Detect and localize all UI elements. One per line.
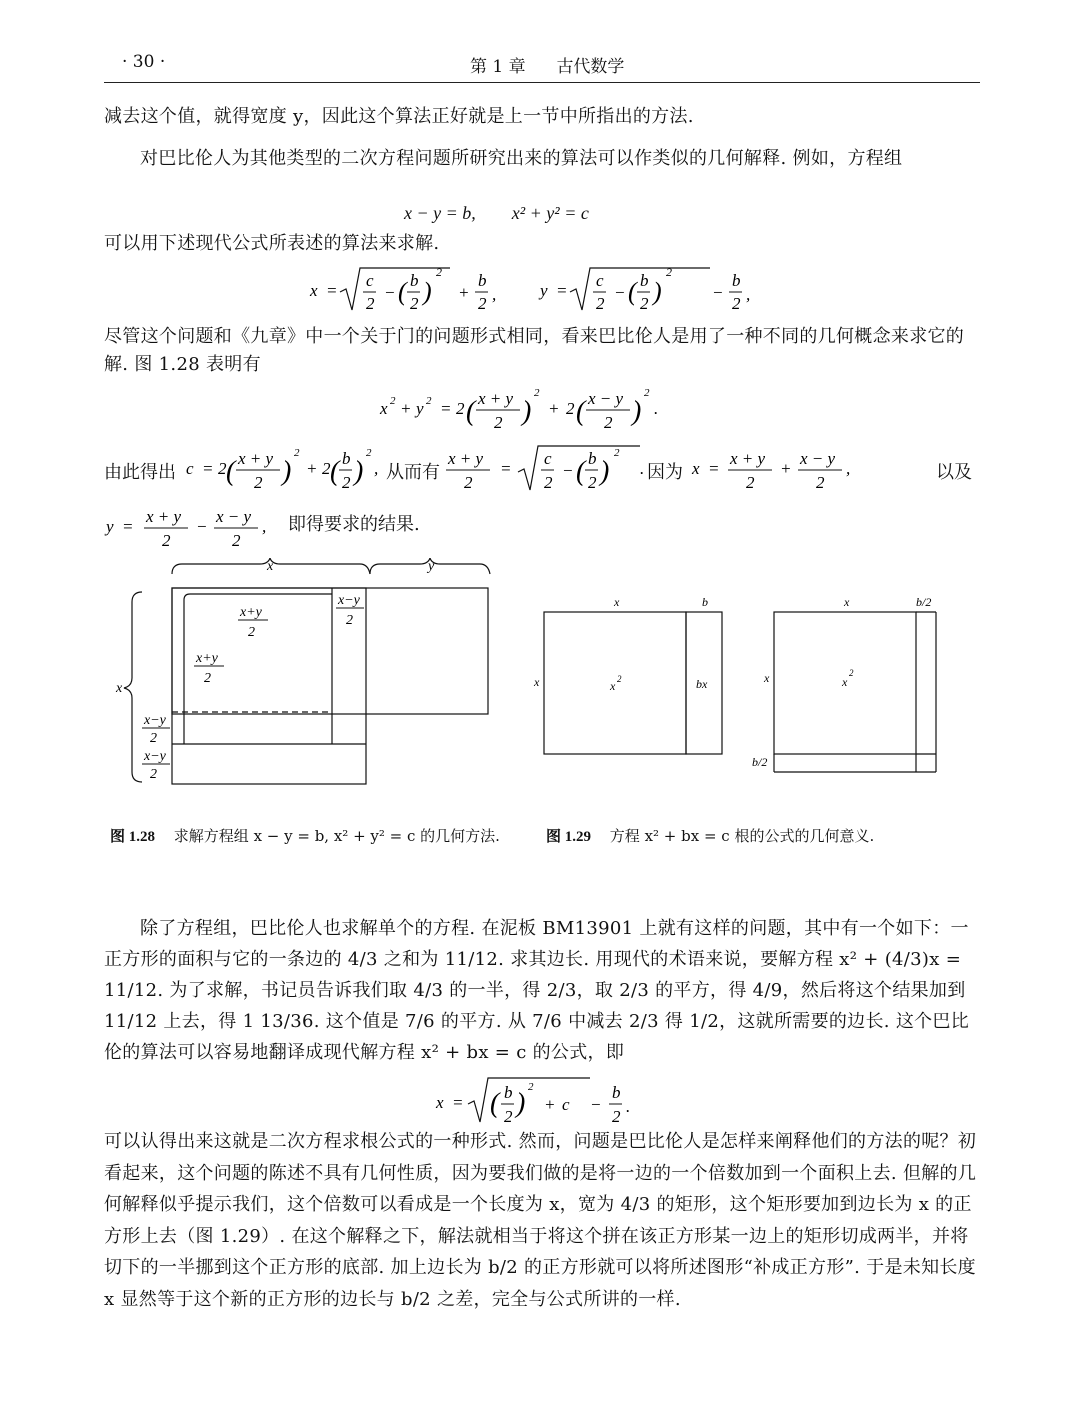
svg-text:x + y: x + y [478, 389, 514, 408]
svg-text:+: + [548, 399, 560, 418]
svg-text:): ) [282, 456, 292, 487]
svg-text:+: + [458, 283, 470, 302]
svg-text:(: ( [576, 456, 586, 487]
svg-text:x − y: x − y [800, 449, 836, 468]
svg-text:c: c [366, 271, 374, 290]
svg-text:x + y: x + y [448, 449, 484, 468]
fig129-label-b2-side: b/2 [752, 755, 768, 769]
figure-1-28 [110, 558, 510, 798]
svg-text:−: − [562, 461, 574, 480]
svg-text:+: + [306, 459, 318, 478]
svg-text:2: 2 [456, 399, 465, 418]
fig129-label-x-top-1: x [614, 595, 620, 609]
svg-text:): ) [516, 1088, 526, 1119]
derivation-text-a: 由此得出 [104, 462, 176, 483]
identity-formula [370, 382, 730, 434]
svg-text:,: , [492, 285, 497, 304]
fig129-label-x-top-2: x [844, 595, 850, 609]
svg-text:2: 2 [232, 531, 241, 550]
fig128-label-x: x [267, 559, 274, 574]
svg-text:.: . [654, 399, 659, 418]
svg-text:2: 2 [604, 413, 613, 432]
svg-text:+: + [400, 399, 412, 418]
svg-text:2: 2 [612, 1107, 621, 1126]
svg-text:(: ( [226, 456, 236, 487]
paragraph-1: 减去这个值，就得宽度 y，因此这个算法正好就是上一节中所指出的方法. [104, 106, 694, 127]
derivation-text-c: 因为 [647, 462, 683, 483]
svg-text:2: 2 [732, 294, 741, 313]
chapter-title: 古代数学 [556, 57, 625, 77]
svg-text:(: ( [466, 396, 476, 427]
equation-system: x − y = b, x² + y² = c [404, 203, 589, 223]
svg-text:b: b [612, 1083, 621, 1102]
svg-text:b: b [342, 449, 351, 468]
svg-text:=: = [708, 459, 720, 478]
fig128-label-two-4: 2 [150, 731, 157, 746]
svg-text:c: c [562, 1095, 570, 1114]
svg-text:2: 2 [588, 473, 597, 492]
svg-text:(: ( [398, 277, 407, 306]
svg-text:−: − [196, 517, 208, 536]
svg-text:2: 2 [342, 473, 351, 492]
derivation-text-d: 以及 [936, 462, 972, 483]
svg-text:2: 2 [390, 395, 396, 407]
svg-text:x − y: x − y [588, 389, 624, 408]
svg-text:): ) [632, 396, 642, 427]
root-formulas [300, 262, 800, 320]
svg-text:x + y: x + y [146, 507, 182, 526]
svg-text:−: − [590, 1095, 602, 1114]
fig129-label-x-side-2: x [764, 671, 770, 685]
svg-text:+: + [780, 459, 792, 478]
svg-text:): ) [354, 456, 364, 487]
svg-text:2: 2 [644, 387, 650, 399]
fig128-label-xmy-1: x−y [144, 713, 166, 728]
svg-text:,: , [374, 459, 379, 478]
figure-1-29 [530, 590, 950, 780]
chapter-number: 第 1 章 [470, 57, 526, 77]
fig129-label-sq-2: 2 [849, 668, 854, 678]
svg-text:2: 2 [816, 473, 825, 492]
svg-text:2: 2 [294, 447, 300, 459]
svg-text:=: = [556, 281, 568, 300]
fig128-label-xmy-2: x−y [144, 749, 166, 764]
svg-text:c: c [544, 449, 552, 468]
svg-text:y: y [540, 281, 548, 300]
paragraph-4: 尽管这个问题和《九章》中一个关于门的问题形式相同，看来巴比伦人是用了一种不同的几何概念来求它的解. 图 1.28 表明有 [104, 326, 965, 375]
fig128-label-two-1: 2 [248, 625, 255, 640]
svg-text:b: b [504, 1083, 513, 1102]
svg-text:b: b [732, 271, 741, 290]
figure-1-29-caption [546, 822, 986, 851]
fig128-label-two-5: 2 [150, 767, 157, 782]
derivation-math-3 [688, 442, 948, 496]
svg-text:x: x [310, 281, 318, 300]
fig129-label-sq-1: 2 [617, 674, 622, 684]
svg-text:=: = [326, 281, 338, 300]
fig128-label-side-x: x [116, 681, 123, 696]
svg-text:2: 2 [322, 459, 331, 478]
svg-text:x + y: x + y [730, 449, 766, 468]
fig129-label-bx: bx [696, 677, 708, 691]
svg-text:−: − [712, 283, 724, 302]
paragraph-6: 即得要求的结果. [288, 514, 420, 535]
fig129-label-b2-top: b/2 [916, 595, 932, 609]
svg-text:c: c [186, 459, 194, 478]
svg-text:+: + [544, 1095, 556, 1114]
svg-text:2: 2 [504, 1107, 513, 1126]
svg-text:b: b [478, 271, 487, 290]
svg-text:2: 2 [478, 294, 487, 313]
svg-text:2: 2 [640, 294, 649, 313]
fig128-label-two-2: 2 [204, 671, 211, 686]
svg-text:,: , [746, 285, 751, 304]
svg-text:2: 2 [464, 473, 473, 492]
svg-text:): ) [600, 456, 610, 487]
svg-text:2: 2 [544, 473, 553, 492]
svg-text:2: 2 [666, 265, 672, 279]
svg-text:): ) [522, 396, 532, 427]
fig128-label: 图 1.28 [110, 829, 156, 845]
svg-text:2: 2 [614, 447, 620, 459]
svg-text:2: 2 [366, 447, 372, 459]
paragraph-3: 可以用下述现代公式所表述的算法来求解. [104, 233, 440, 254]
fig129-label-xsq-2: x [842, 675, 848, 689]
svg-text:2: 2 [566, 399, 575, 418]
svg-text:.: . [626, 1097, 631, 1116]
page-number: · 30 · [122, 52, 166, 72]
fig129-label: 图 1.29 [546, 829, 592, 845]
svg-text:=: = [202, 459, 214, 478]
svg-text:b: b [588, 449, 597, 468]
fig129-caption-text: 方程 x² + bx = c 根的公式的几何意义. [609, 827, 875, 845]
figure-1-28-caption [110, 822, 510, 851]
derivation-math-4 [104, 500, 304, 552]
svg-text:b: b [640, 271, 649, 290]
paragraph-2: 对巴比伦人为其他类型的二次方程问题所研究出来的算法可以作类似的几何解释. 例如，方程组 [140, 148, 903, 169]
svg-text:(: ( [330, 456, 340, 487]
svg-text:=: = [452, 1093, 464, 1112]
svg-text:2: 2 [534, 387, 540, 399]
svg-text:): ) [653, 277, 662, 306]
svg-text:2: 2 [218, 459, 227, 478]
paragraph-8: 可以认得出来这就是二次方程求根公式的一种形式. 然而，问题是巴比伦人是怎样来阐释他们的方法的呢？初看起来，这个问题的陈述不具有几何性质，因为要我们做的是将一边的一个倍数加到一个面积上去. 但解的几何解释似乎提示我们，这个倍数可以看成是一个长度为 x，宽为 4/3 的矩形，这个矩形要加到边长为 x 的正方形上去（图 1.29）. 在这个解释之下，解法就相当于将这个拼在该正方形某一边上的矩形切成两半，并将切下的一半挪到这个正方形的底部. 加上边长为 b/2 的正方形就可以将所述图形“补成正方形”. 于是未知长度 x 显然等于这个新的正方形的边长与 b/2 之差，完全与公式所讲的一样. [104, 1131, 977, 1310]
fig129-label-xsq-1: x [610, 679, 616, 693]
svg-text:2: 2 [162, 531, 171, 550]
svg-text:2: 2 [426, 395, 432, 407]
svg-text:x: x [692, 459, 700, 478]
chapter-heading [470, 52, 624, 77]
fig128-label-two-3: 2 [346, 613, 353, 628]
svg-text:(: ( [628, 277, 637, 306]
svg-text:=: = [500, 459, 512, 478]
fig128-label-xpy-left: x+y [196, 651, 218, 666]
svg-text:2: 2 [436, 265, 442, 279]
svg-text:2: 2 [410, 294, 419, 313]
fig128-label-xpy-top: x+y [240, 605, 262, 620]
svg-text:,: , [846, 459, 851, 478]
svg-text:.: . [640, 459, 645, 478]
fig129-label-b: b [702, 595, 708, 609]
svg-text:(: ( [576, 396, 586, 427]
svg-text:c: c [596, 271, 604, 290]
svg-text:,: , [262, 517, 267, 536]
svg-text:2: 2 [494, 413, 503, 432]
quadratic-formula [430, 1072, 660, 1128]
fig128-label-xmy-top: x−y [338, 593, 360, 608]
header-rule [104, 82, 980, 83]
svg-text:−: − [384, 283, 396, 302]
svg-text:(: ( [490, 1088, 500, 1119]
svg-text:−: − [614, 283, 626, 302]
paragraph-7: 除了方程组，巴比伦人也求解单个的方程. 在泥板 BM13901 上就有这样的问题，其中有一个如下：一正方形的面积与它的一条边的 4/3 之和为 11/12. 求其边长. 用现代的术语来说，要解方程 x² + (4/3)x = 11/12. 为了求解，书记员告诉我们取 4/3 的一半，得 2/3，取 2/3 的平方，得 4/9，然后将这个结果加到 11/12 上去，得 1 13/36. 这个值是 7/6 的平方. 从 7/6 中减去 2/3 得 1/2，这就所需要的边长. 这个巴比伦的算法可以容易地翻译成现代解方程 x² + bx = c 的公式，即 [104, 918, 970, 1063]
fig128-label-y: y [428, 559, 435, 574]
svg-text:y: y [416, 399, 424, 418]
derivation-line-1 [104, 442, 984, 496]
svg-text:2: 2 [254, 473, 263, 492]
svg-text:x: x [436, 1093, 444, 1112]
svg-text:=: = [440, 399, 452, 418]
derivation-text-b: 从而有 [386, 462, 440, 483]
fig128-caption-text: 求解方程组 x − y = b, x² + y² = c 的几何方法. [173, 827, 500, 845]
svg-text:2: 2 [746, 473, 755, 492]
svg-text:b: b [410, 271, 419, 290]
svg-text:x + y: x + y [238, 449, 274, 468]
svg-text:x − y: x − y [216, 507, 252, 526]
svg-text:2: 2 [366, 294, 375, 313]
fig129-label-x-side-1: x [534, 675, 540, 689]
svg-text:2: 2 [528, 1081, 534, 1093]
svg-text:2: 2 [596, 294, 605, 313]
svg-text:=: = [122, 517, 134, 536]
svg-text:y: y [106, 517, 114, 536]
svg-text:x: x [380, 399, 388, 418]
svg-text:): ) [423, 277, 432, 306]
